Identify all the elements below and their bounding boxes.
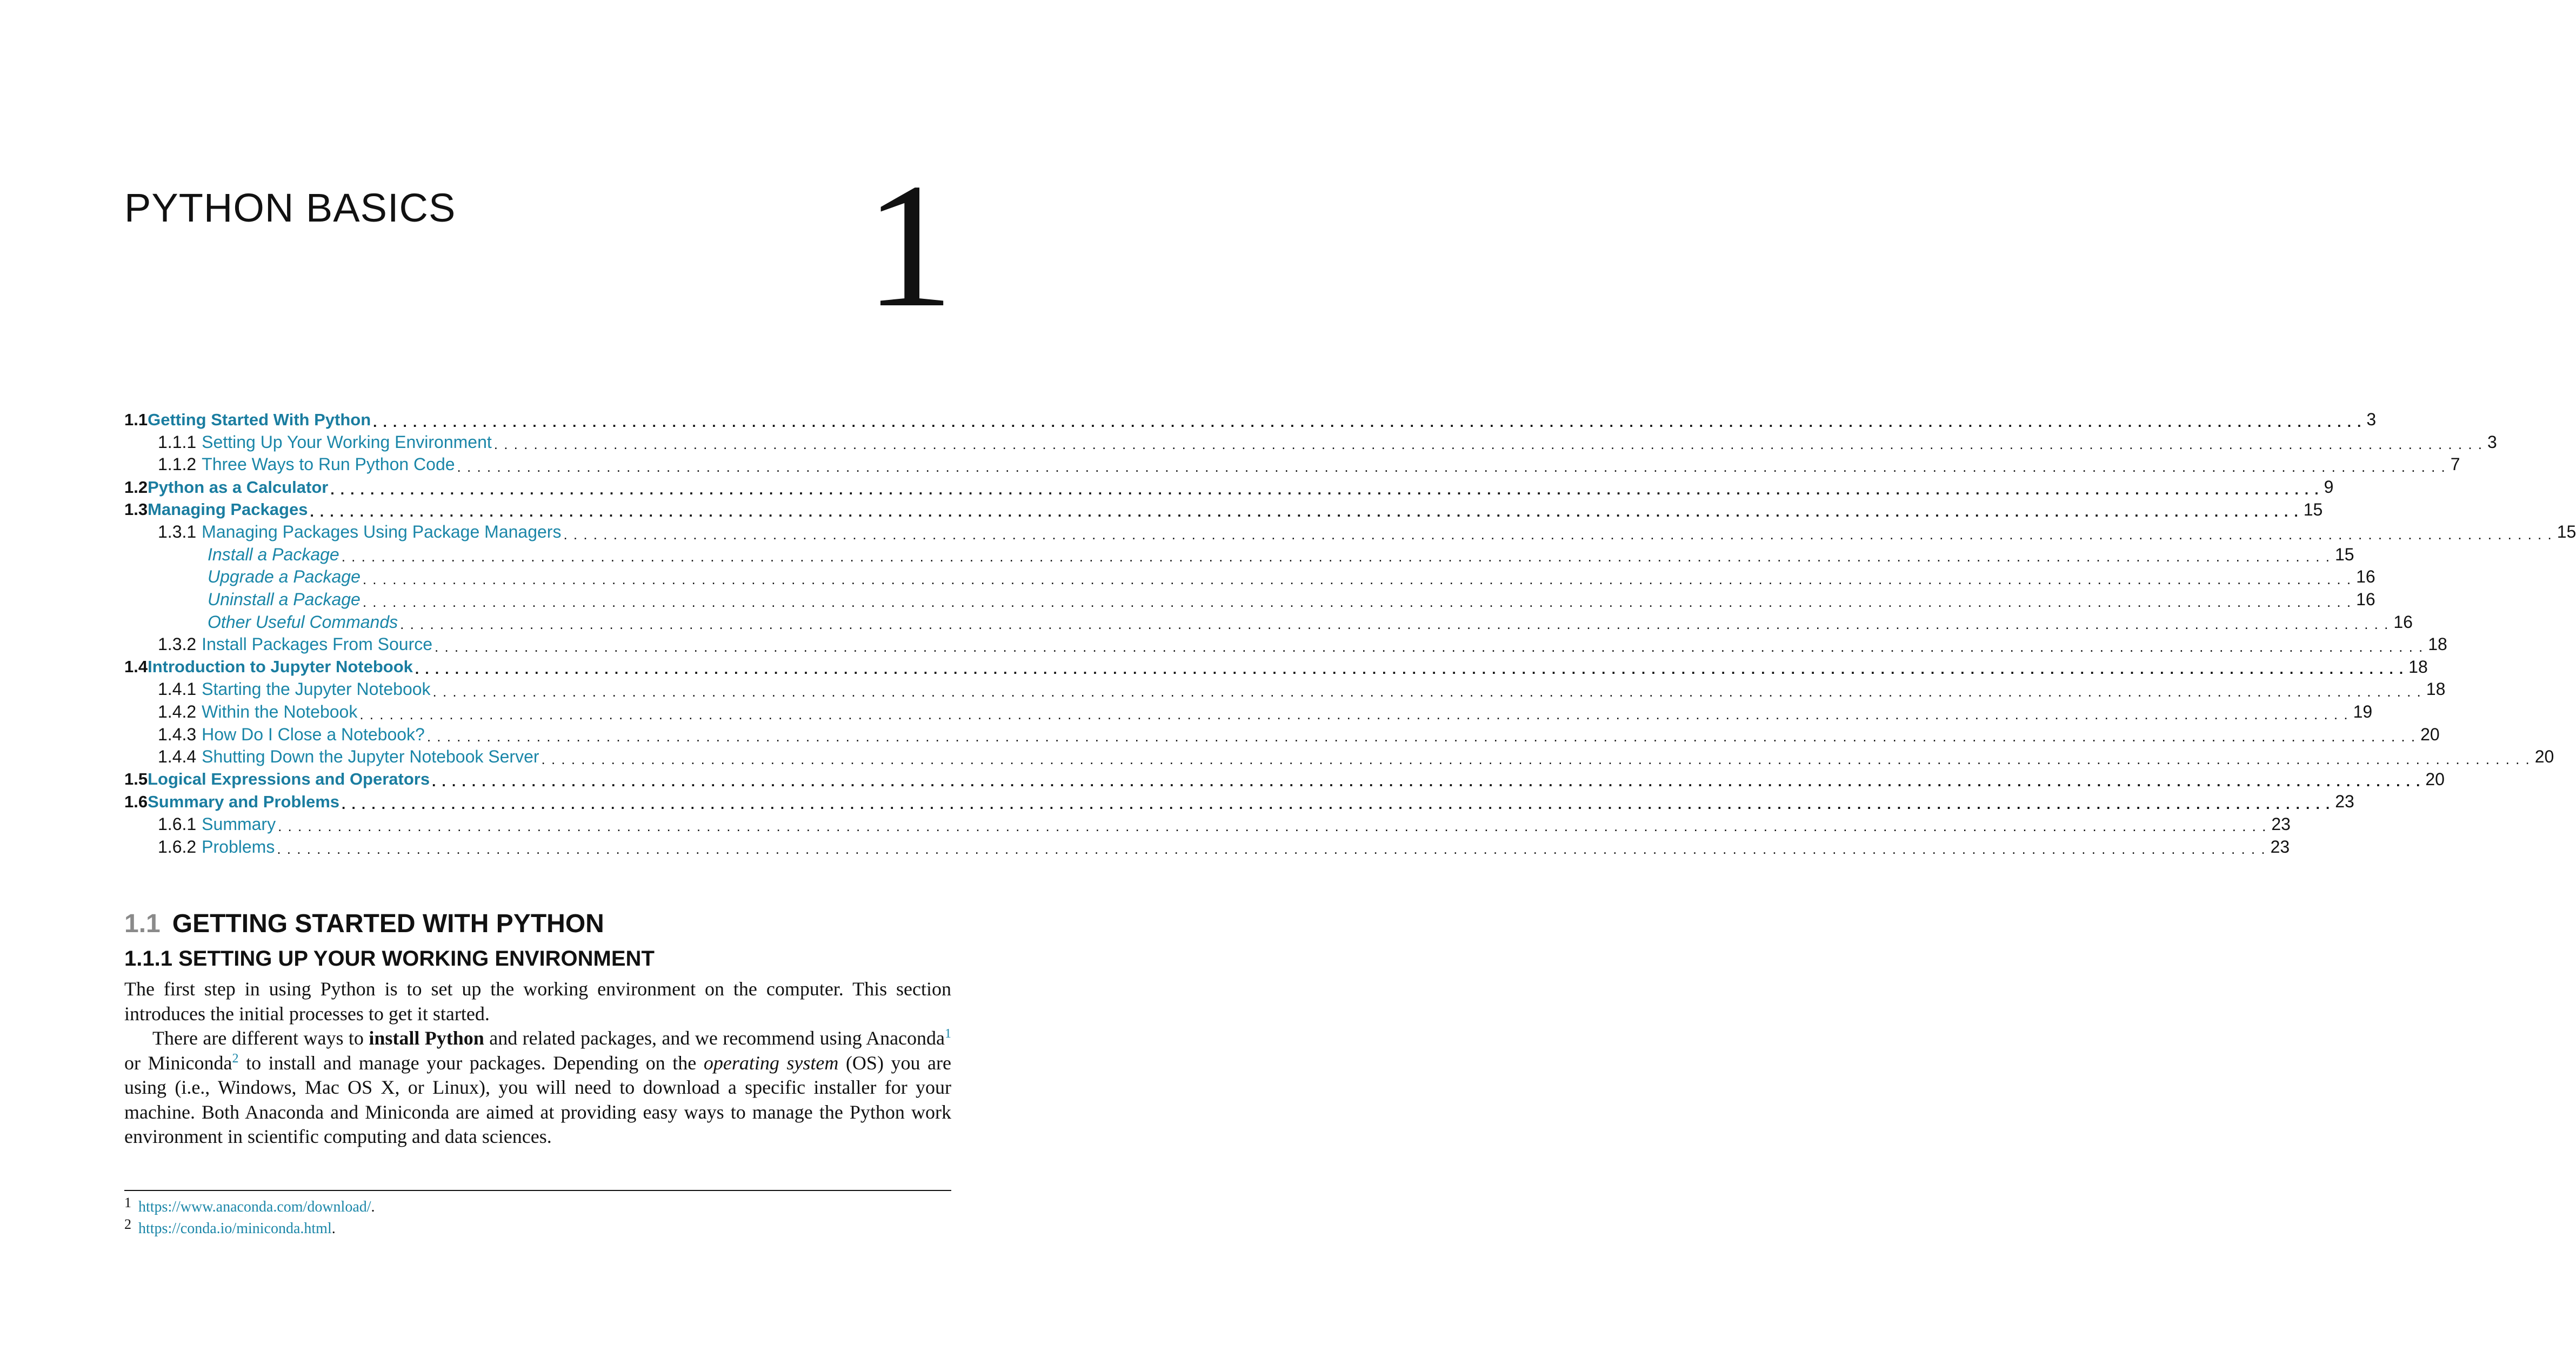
toc-entry-page: 20 [2420, 724, 2440, 744]
toc-entry-title[interactable]: Problems [202, 837, 275, 857]
toc-entry-page: 15 [2557, 522, 2576, 542]
toc-entry-title[interactable]: Starting the Jupyter Notebook [202, 679, 431, 699]
toc-entry[interactable] [124, 633, 2447, 656]
toc-entry-page: 19 [2353, 702, 2373, 722]
toc-entry-number: 1.4.3 [158, 724, 197, 744]
section-number: 1.1 [124, 909, 161, 938]
toc-leader-dots: . . . . . . . . . . . . . . . . . . . . . . . . . . . . . . . . . . . . . . . . . . . . . . . . . . . . . . . . . . . . . . . . . . . . . . . . . . . . . . . . . . . . . . . . . . . . . . . . . . . . . . . . . . . . . . . . . . . . . . . . . . . . . . . . . . . . . . . . . . . . . . . . . . . . . . . . . . . . . . . . . . . . . . . . . . . . . . . . . . . . . . . . . . . . . . . . . . . . . . . . [310, 504, 2299, 520]
toc-entry-number: 1.4 [124, 657, 148, 677]
toc-leader-dots: . . . . . . . . . . . . . . . . . . . . . . . . . . . . . . . . . . . . . . . . . . . . . . . . . . . . . . . . . . . . . . . . . . . . . . . . . . . . . . . . . . . . . . . . . . . . . . . . . . . . . . . . . . . . . . . . . . . . . . . . . . . . . . . . . . . . . . . . . . . . . . . . . . . . . . . . . . . . . . . . . . . . . . . . . . . . . . . . . . . . . . . . . . . . . . . . . . . . . . . . [342, 795, 2331, 812]
footnote-link[interactable]: https://conda.io/miniconda.html [138, 1220, 332, 1237]
text-run: (OS) you are using (i.e., Windows, Mac OS X, or Linux), you will need to download a specific installer for your machine. Both Anaconda and Miniconda are aimed at providing easy ways to manage the Python work environment in scientific computing and data sciences. [124, 1052, 951, 1147]
toc-entry-title[interactable]: Summary and Problems [148, 792, 340, 811]
chapter-title: PYTHON BASICS [124, 185, 456, 230]
toc-entry[interactable] [124, 813, 2291, 836]
toc-entry-title[interactable]: Install Packages From Source [202, 634, 433, 654]
bold-term: install Python [369, 1027, 484, 1049]
text-run: and related packages, and we recommend using Anaconda [484, 1027, 945, 1049]
toc-leader-dots: . . . . . . . . . . . . . . . . . . . . . . . . . . . . . . . . . . . . . . . . . . . . . . . . . . . . . . . . . . . . . . . . . . . . . . . . . . . . . . . . . . . . . . . . . . . . . . . . . . . . . . . . . . . . . . . . . . . . . . . . . . . . . . . . . . . . . . . . . . . . . . . . . . . . . . . . . . . . . . . . . . . . . . . . . . . . . . . . . . . . . . . . . . . . . . . . . . . . . . . . [457, 458, 2446, 475]
toc-leader-dots: . . . . . . . . . . . . . . . . . . . . . . . . . . . . . . . . . . . . . . . . . . . . . . . . . . . . . . . . . . . . . . . . . . . . . . . . . . . . . . . . . . . . . . . . . . . . . . . . . . . . . . . . . . . . . . . . . . . . . . . . . . . . . . . . . . . . . . . . . . . . . . . . . . . . . . . . . . . . . . . . . . . . . . . . . . . . . . . . . . . . . . . . . . . . . . . . . . . . . . . . [415, 661, 2405, 678]
toc-entry-page: 23 [2335, 792, 2354, 812]
toc-leader-dots: . . . . . . . . . . . . . . . . . . . . . . . . . . . . . . . . . . . . . . . . . . . . . . . . . . . . . . . . . . . . . . . . . . . . . . . . . . . . . . . . . . . . . . . . . . . . . . . . . . . . . . . . . . . . . . . . . . . . . . . . . . . . . . . . . . . . . . . . . . . . . . . . . . . . . . . . . . . . . . . . . . . . . . . . . . . . . . . . . . . . . . . . . . . . . . . . . . . . . . . . [341, 548, 2331, 565]
toc-entry-number: 1.5 [124, 770, 148, 789]
toc-entry-page: 3 [2487, 432, 2497, 452]
toc-entry[interactable] [124, 791, 2354, 813]
footnote-suffix: . [331, 1220, 336, 1237]
toc-entry-page: 16 [2393, 612, 2413, 632]
toc-entry[interactable] [124, 476, 2334, 499]
toc-entry-number: 1.1.1 [158, 432, 197, 452]
toc-entry-title[interactable]: Setting Up Your Working Environment [202, 432, 492, 452]
toc-leader-dots: . . . . . . . . . . . . . . . . . . . . . . . . . . . . . . . . . . . . . . . . . . . . . . . . . . . . . . . . . . . . . . . . . . . . . . . . . . . . . . . . . . . . . . . . . . . . . . . . . . . . . . . . . . . . . . . . . . . . . . . . . . . . . . . . . . . . . . . . . . . . . . . . . . . . . . . . . . . . . . . . . . . . . . . . . . . . . . . . . . . . . . . . . . . . . . . . . . . . . . . . [359, 706, 2349, 722]
footnote-mark: 2 [124, 1216, 131, 1232]
toc-entry-page: 18 [2426, 679, 2446, 699]
footnote-mark: 1 [124, 1195, 131, 1210]
toc-entry-number: 1.6 [124, 792, 148, 811]
text-run: There are different ways to [152, 1027, 369, 1049]
toc-entry-page: 9 [2324, 477, 2334, 497]
toc-entry-page: 16 [2356, 567, 2375, 587]
toc-entry-number: 1.3.1 [158, 522, 197, 542]
toc-entry-page: 16 [2356, 590, 2375, 610]
toc-entry-title[interactable]: Summary [202, 814, 276, 834]
toc-entry[interactable] [124, 723, 2440, 746]
toc-entry[interactable] [124, 409, 2377, 431]
toc-entry[interactable] [124, 701, 2373, 724]
toc-entry-title[interactable]: Managing Packages [148, 500, 308, 519]
toc-entry[interactable] [124, 678, 2446, 701]
toc-leader-dots: . . . . . . . . . . . . . . . . . . . . . . . . . . . . . . . . . . . . . . . . . . . . . . . . . . . . . . . . . . . . . . . . . . . . . . . . . . . . . . . . . . . . . . . . . . . . . . . . . . . . . . . . . . . . . . . . . . . . . . . . . . . . . . . . . . . . . . . . . . . . . . . . . . . . . . . . . . . . . . . . . . . . . . . . . . . . . . . . . . . . . . . . . . . . . . . . . . . . . . . . [362, 571, 2352, 587]
toc-entry-title[interactable]: Uninstall a Package [208, 590, 361, 610]
toc-leader-dots: . . . . . . . . . . . . . . . . . . . . . . . . . . . . . . . . . . . . . . . . . . . . . . . . . . . . . . . . . . . . . . . . . . . . . . . . . . . . . . . . . . . . . . . . . . . . . . . . . . . . . . . . . . . . . . . . . . . . . . . . . . . . . . . . . . . . . . . . . . . . . . . . . . . . . . . . . . . . . . . . . . . . . . . . . . . . . . . . . . . . . . . . . . . . . . . . . . . . . . . . [400, 616, 2390, 633]
toc-entry-number: 1.3 [124, 500, 148, 519]
toc-leader-dots: . . . . . . . . . . . . . . . . . . . . . . . . . . . . . . . . . . . . . . . . . . . . . . . . . . . . . . . . . . . . . . . . . . . . . . . . . . . . . . . . . . . . . . . . . . . . . . . . . . . . . . . . . . . . . . . . . . . . . . . . . . . . . . . . . . . . . . . . . . . . . . . . . . . . . . . . . . . . . . . . . . . . . . . . . . . . . . . . . . . . . . . . . . . . . . . . . . . . . . . . [432, 683, 2422, 700]
toc-entry[interactable] [124, 544, 2354, 566]
toc-entry-number: 1.4.4 [158, 747, 197, 767]
toc-entry[interactable] [124, 566, 2375, 588]
paragraph-2 [124, 1026, 951, 1149]
toc-leader-dots: . . . . . . . . . . . . . . . . . . . . . . . . . . . . . . . . . . . . . . . . . . . . . . . . . . . . . . . . . . . . . . . . . . . . . . . . . . . . . . . . . . . . . . . . . . . . . . . . . . . . . . . . . . . . . . . . . . . . . . . . . . . . . . . . . . . . . . . . . . . . . . . . . . . . . . . . . . . . . . . . . . . . . . . . . . . . . . . . . . . . . . . . . . . . . . . . . . . . . . . . [493, 436, 2483, 453]
toc-entry-page: 18 [2428, 634, 2447, 654]
toc-entry-title[interactable]: Within the Notebook [202, 702, 358, 722]
toc-entry-page: 20 [2425, 769, 2445, 789]
toc-leader-dots: . . . . . . . . . . . . . . . . . . . . . . . . . . . . . . . . . . . . . . . . . . . . . . . . . . . . . . . . . . . . . . . . . . . . . . . . . . . . . . . . . . . . . . . . . . . . . . . . . . . . . . . . . . . . . . . . . . . . . . . . . . . . . . . . . . . . . . . . . . . . . . . . . . . . . . . . . . . . . . . . . . . . . . . . . . . . . . . . . . . . . . . . . . . . . . . . . . . . . . . . [373, 413, 2363, 430]
toc-leader-dots: . . . . . . . . . . . . . . . . . . . . . . . . . . . . . . . . . . . . . . . . . . . . . . . . . . . . . . . . . . . . . . . . . . . . . . . . . . . . . . . . . . . . . . . . . . . . . . . . . . . . . . . . . . . . . . . . . . . . . . . . . . . . . . . . . . . . . . . . . . . . . . . . . . . . . . . . . . . . . . . . . . . . . . . . . . . . . . . . . . . . . . . . . . . . . . . . . . . . . . . . [541, 751, 2531, 767]
toc-leader-dots: . . . . . . . . . . . . . . . . . . . . . . . . . . . . . . . . . . . . . . . . . . . . . . . . . . . . . . . . . . . . . . . . . . . . . . . . . . . . . . . . . . . . . . . . . . . . . . . . . . . . . . . . . . . . . . . . . . . . . . . . . . . . . . . . . . . . . . . . . . . . . . . . . . . . . . . . . . . . . . . . . . . . . . . . . . . . . . . . . . . . . . . . . . . . . . . . . . . . . . . . [432, 773, 2421, 790]
toc-entry-number: 1.3.2 [158, 634, 197, 654]
toc-entry-page: 3 [2366, 410, 2377, 430]
toc-entry-title[interactable]: Python as a Calculator [148, 477, 329, 497]
paragraph-1: The first step in using Python is to set up the working environment on the computer. This section introduces the initial processes to get it started. [124, 978, 951, 1025]
footnote-2 [124, 1218, 951, 1240]
toc-entry-page: 15 [2334, 544, 2354, 564]
toc-entry-page: 18 [2408, 657, 2428, 677]
text-run: to install and manage your packages. Depending on the [238, 1052, 704, 1074]
footnote-divider [124, 1190, 951, 1191]
footnote-suffix: . [371, 1199, 375, 1215]
italic-term: operating system [703, 1052, 839, 1074]
toc-leader-dots: . . . . . . . . . . . . . . . . . . . . . . . . . . . . . . . . . . . . . . . . . . . . . . . . . . . . . . . . . . . . . . . . . . . . . . . . . . . . . . . . . . . . . . . . . . . . . . . . . . . . . . . . . . . . . . . . . . . . . . . . . . . . . . . . . . . . . . . . . . . . . . . . . . . . . . . . . . . . . . . . . . . . . . . . . . . . . . . . . . . . . . . . . . . . . . . . . . . . . . . . [330, 481, 2320, 498]
table-of-contents [124, 409, 2576, 858]
body-text [124, 977, 951, 1149]
toc-entry-number: 1.2 [124, 477, 148, 497]
toc-entry-title[interactable]: Install a Package [208, 544, 339, 564]
toc-entry[interactable] [124, 746, 2554, 768]
toc-entry[interactable] [124, 768, 2445, 791]
toc-entry-title[interactable]: Shutting Down the Jupyter Notebook Server [202, 747, 539, 767]
toc-leader-dots: . . . . . . . . . . . . . . . . . . . . . . . . . . . . . . . . . . . . . . . . . . . . . . . . . . . . . . . . . . . . . . . . . . . . . . . . . . . . . . . . . . . . . . . . . . . . . . . . . . . . . . . . . . . . . . . . . . . . . . . . . . . . . . . . . . . . . . . . . . . . . . . . . . . . . . . . . . . . . . . . . . . . . . . . . . . . . . . . . . . . . . . . . . . . . . . . . . . . . . . . [426, 728, 2417, 745]
toc-entry[interactable] [124, 453, 2460, 476]
footnote-ref-1[interactable]: 1 [945, 1027, 951, 1041]
toc-leader-dots: . . . . . . . . . . . . . . . . . . . . . . . . . . . . . . . . . . . . . . . . . . . . . . . . . . . . . . . . . . . . . . . . . . . . . . . . . . . . . . . . . . . . . . . . . . . . . . . . . . . . . . . . . . . . . . . . . . . . . . . . . . . . . . . . . . . . . . . . . . . . . . . . . . . . . . . . . . . . . . . . . . . . . . . . . . . . . . . . . . . . . . . . . . . . . . . . . . . . . . . . [435, 638, 2424, 655]
toc-leader-dots: . . . . . . . . . . . . . . . . . . . . . . . . . . . . . . . . . . . . . . . . . . . . . . . . . . . . . . . . . . . . . . . . . . . . . . . . . . . . . . . . . . . . . . . . . . . . . . . . . . . . . . . . . . . . . . . . . . . . . . . . . . . . . . . . . . . . . . . . . . . . . . . . . . . . . . . . . . . . . . . . . . . . . . . . . . . . . . . . . . . . . . . . . . . . . . . . . . . . . . . . [362, 593, 2352, 610]
subsection-heading: 1.1.1 SETTING UP YOUR WORKING ENVIRONMENT [124, 947, 655, 971]
toc-entry-title[interactable]: Getting Started With Python [148, 410, 371, 429]
toc-leader-dots: . . . . . . . . . . . . . . . . . . . . . . . . . . . . . . . . . . . . . . . . . . . . . . . . . . . . . . . . . . . . . . . . . . . . . . . . . . . . . . . . . . . . . . . . . . . . . . . . . . . . . . . . . . . . . . . . . . . . . . . . . . . . . . . . . . . . . . . . . . . . . . . . . . . . . . . . . . . . . . . . . . . . . . . . . . . . . . . . . . . . . . . . . . . . . . . . . . . . . . . . [278, 818, 2267, 835]
toc-entry-title[interactable]: Other Useful Commands [208, 612, 398, 632]
toc-leader-dots: . . . . . . . . . . . . . . . . . . . . . . . . . . . . . . . . . . . . . . . . . . . . . . . . . . . . . . . . . . . . . . . . . . . . . . . . . . . . . . . . . . . . . . . . . . . . . . . . . . . . . . . . . . . . . . . . . . . . . . . . . . . . . . . . . . . . . . . . . . . . . . . . . . . . . . . . . . . . . . . . . . . . . . . . . . . . . . . . . . . . . . . . . . . . . . . . . . . . . . . . [277, 841, 2266, 858]
toc-entry-page: 23 [2271, 814, 2291, 834]
toc-entry[interactable] [124, 521, 2576, 544]
toc-entry[interactable] [124, 611, 2413, 633]
toc-entry-page: 20 [2534, 747, 2554, 767]
toc-entry[interactable] [124, 835, 2290, 858]
toc-entry[interactable] [124, 656, 2428, 679]
toc-entry-title[interactable]: Managing Packages Using Package Managers [202, 522, 562, 542]
toc-entry-title[interactable]: Logical Expressions and Operators [148, 770, 430, 789]
footnote-ref-2[interactable]: 2 [232, 1051, 239, 1066]
toc-entry-number: 1.6.1 [158, 814, 197, 834]
toc-leader-dots: . . . . . . . . . . . . . . . . . . . . . . . . . . . . . . . . . . . . . . . . . . . . . . . . . . . . . . . . . . . . . . . . . . . . . . . . . . . . . . . . . . . . . . . . . . . . . . . . . . . . . . . . . . . . . . . . . . . . . . . . . . . . . . . . . . . . . . . . . . . . . . . . . . . . . . . . . . . . . . . . . . . . . . . . . . . . . . . . . . . . . . . . . . . . . . . . . . . . . . . . [563, 526, 2553, 543]
footnote-1 [124, 1196, 951, 1218]
toc-entry[interactable] [124, 498, 2323, 521]
text-run: or Miniconda [124, 1052, 232, 1074]
toc-entry-number: 1.1.2 [158, 454, 197, 474]
chapter-number: 1 [865, 147, 954, 344]
toc-entry-number: 1.6.2 [158, 837, 197, 857]
footnote-link[interactable]: https://www.anaconda.com/download/ [138, 1199, 371, 1215]
toc-entry-title[interactable]: Upgrade a Package [208, 567, 361, 587]
toc-entry-page: 7 [2450, 454, 2460, 474]
toc-entry-page: 15 [2303, 499, 2323, 519]
section-heading [124, 909, 604, 939]
toc-entry-title[interactable]: Three Ways to Run Python Code [202, 454, 455, 474]
toc-entry[interactable] [124, 588, 2375, 611]
toc-entry-number: 1.1 [124, 410, 148, 429]
section-title: GETTING STARTED WITH PYTHON [172, 909, 604, 938]
toc-entry-title[interactable]: How Do I Close a Notebook? [202, 724, 425, 744]
toc-entry[interactable] [124, 431, 2497, 454]
toc-entry-title[interactable]: Introduction to Jupyter Notebook [148, 657, 413, 677]
toc-entry-number: 1.4.2 [158, 702, 197, 722]
toc-entry-page: 23 [2270, 837, 2290, 857]
footnotes [124, 1196, 951, 1240]
toc-entry-number: 1.4.1 [158, 679, 197, 699]
